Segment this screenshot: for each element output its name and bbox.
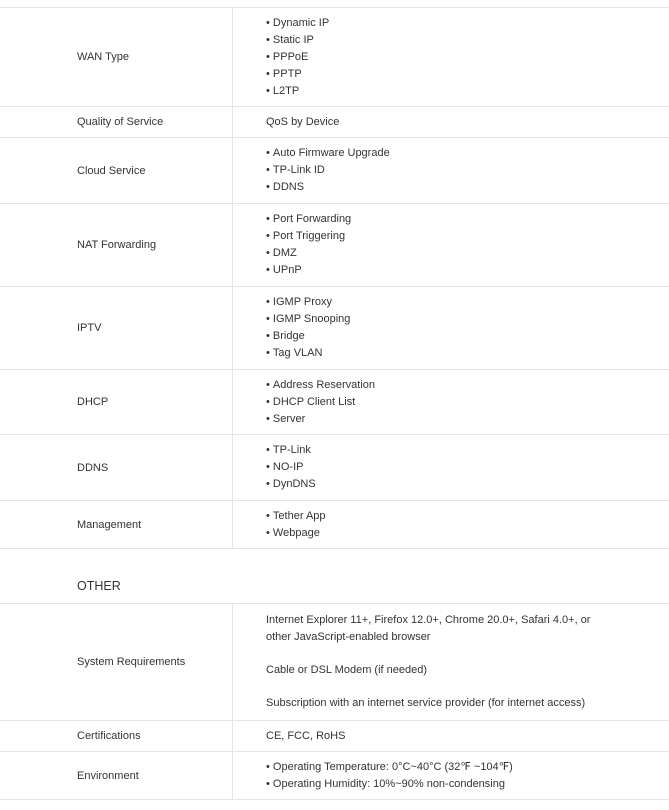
spec-list-item: • DDNS xyxy=(266,179,669,196)
spec-list-item: • Operating Temperature: 0°C~40°C (32℉ ~104℉) xyxy=(266,759,669,776)
spec-label: Quality of Service xyxy=(0,107,233,137)
spec-label: Environment xyxy=(0,752,233,799)
spec-paragraph: Cable or DSL Modem (if needed) xyxy=(266,664,428,676)
spec-label: IPTV xyxy=(0,287,233,369)
spec-label: DHCP xyxy=(0,370,233,434)
spec-row-certifications xyxy=(0,721,669,752)
spec-list-item: • TP-Link xyxy=(266,442,669,459)
spec-list-item: • DynDNS xyxy=(266,476,669,493)
spec-text: QoS by Device xyxy=(266,115,340,128)
spec-row-dhcp xyxy=(0,370,669,435)
spec-value xyxy=(233,604,669,720)
spec-list-item: • Operating Humidity: 10%~90% non-condensing xyxy=(266,776,669,793)
spec-list-item: • Server xyxy=(266,411,669,428)
spec-label: WAN Type xyxy=(0,8,233,106)
section-heading-other: OTHER xyxy=(0,549,669,604)
spec-value xyxy=(233,370,669,434)
spec-value xyxy=(233,287,669,369)
spec-value xyxy=(233,501,669,548)
spec-label: Management xyxy=(0,501,233,548)
spec-label: DDNS xyxy=(0,435,233,500)
spec-list-item: • L2TP xyxy=(266,83,669,100)
spec-label: NAT Forwarding xyxy=(0,204,233,286)
spec-row-nat-forwarding xyxy=(0,204,669,287)
spec-list-item: • Dynamic IP xyxy=(266,15,669,32)
spec-paragraph: Subscription with an internet service provider (for internet access) xyxy=(266,697,586,709)
spec-value xyxy=(233,204,669,286)
spec-list-item: • Static IP xyxy=(266,32,669,49)
spec-value xyxy=(233,752,669,799)
spec-text: CE, FCC, RoHS xyxy=(266,729,346,742)
spec-row-cloud-service xyxy=(0,138,669,204)
spec-list-item: • Bridge xyxy=(266,328,669,345)
spec-list-item: • IGMP Snooping xyxy=(266,311,669,328)
spec-label: Certifications xyxy=(0,721,233,751)
spec-list-item: • IGMP Proxy xyxy=(266,294,669,311)
spec-list-item: • PPPoE xyxy=(266,49,669,66)
spec-row-management xyxy=(0,501,669,549)
spec-list-item: • DHCP Client List xyxy=(266,394,669,411)
paragraph-spacer xyxy=(266,646,669,662)
spec-list-item: • NO-IP xyxy=(266,459,669,476)
spec-row-wan-type xyxy=(0,7,669,107)
spec-value xyxy=(233,107,669,137)
spec-row-iptv xyxy=(0,287,669,370)
spec-row-ddns xyxy=(0,435,669,501)
spec-paragraph: other JavaScript-enabled browser xyxy=(266,631,431,643)
spec-list-item: • Port Triggering xyxy=(266,228,669,245)
spec-label: Cloud Service xyxy=(0,138,233,203)
spec-row-qos xyxy=(0,107,669,138)
spec-list-item: • TP-Link ID xyxy=(266,162,669,179)
spec-value xyxy=(233,138,669,203)
spec-list-item: • Auto Firmware Upgrade xyxy=(266,145,669,162)
paragraph-spacer xyxy=(266,679,669,695)
spec-row-system-requirements xyxy=(0,604,669,721)
spec-list-item: • PPTP xyxy=(266,66,669,83)
spec-list-item: • Tether App xyxy=(266,508,669,525)
spec-value xyxy=(233,721,669,751)
spec-list-item: • Webpage xyxy=(266,525,669,542)
spec-paragraph: Internet Explorer 11+, Firefox 12.0+, Chrome 20.0+, Safari 4.0+, or xyxy=(266,614,591,626)
spec-value xyxy=(233,8,669,106)
spec-list-item: • DMZ xyxy=(266,245,669,262)
spec-row-environment xyxy=(0,752,669,800)
spec-label: System Requirements xyxy=(0,604,233,720)
spec-list-item: • Address Reservation xyxy=(266,377,669,394)
spec-list-item: • UPnP xyxy=(266,262,669,279)
spec-list-item: • Port Forwarding xyxy=(266,211,669,228)
spec-list-item: • Tag VLAN xyxy=(266,345,669,362)
spec-value xyxy=(233,435,669,500)
